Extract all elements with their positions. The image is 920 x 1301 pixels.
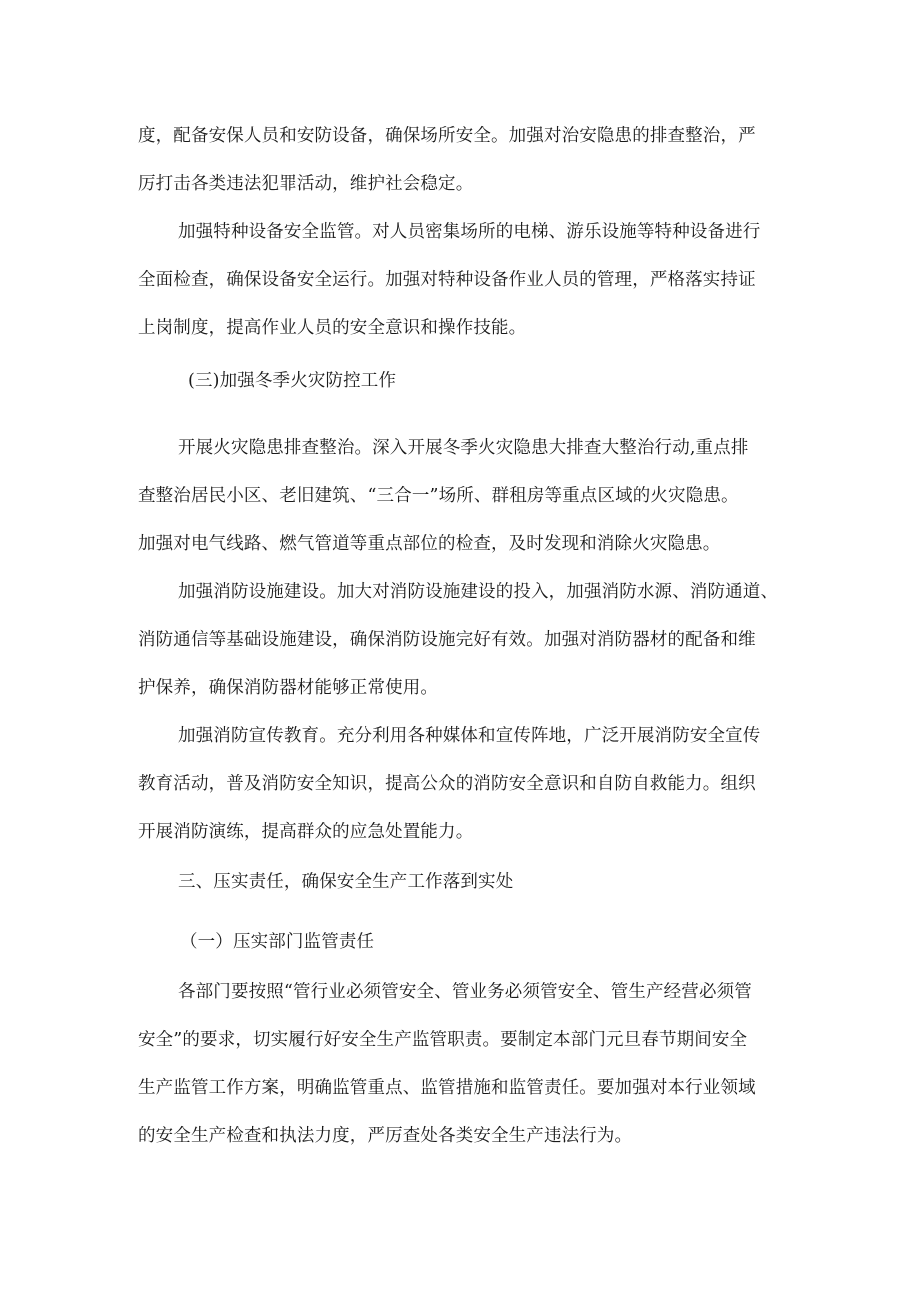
text-line: 厉打击各类违法犯罪活动，维护社会稳定。 [138, 174, 474, 194]
text-line: 加强特种设备安全监管。对人员密集场所的电梯、游乐设施等特种设备进行 [178, 222, 761, 242]
section-subheading: (三)加强冬季火灾防控工作 [188, 371, 397, 391]
text-line: 上岗制度，提高作业人员的安全意识和操作技能。 [138, 318, 527, 338]
text-line: 的安全生产检查和执法力度，严厉查处各类安全生产违法行为。 [138, 1126, 633, 1146]
text-line: 安全”的要求，切实履行好安全生产监管职责。要制定本部门元旦春节期间安全 [138, 1030, 748, 1050]
text-line: 全面检查，确保设备安全运行。加强对特种设备作业人员的管理，严格落实持证 [138, 270, 756, 290]
text-line: 加强消防宣传教育。充分利用各种媒体和宣传阵地，广泛开展消防安全宣传 [178, 726, 761, 746]
text-line: 开展火灾隐患排查整治。深入开展冬季火灾隐患大排查大整治行动,重点排 [178, 438, 749, 458]
text-line: 各部门要按照“管行业必须管安全、管业务必须管安全、管生产经营必须管 [178, 982, 752, 1002]
text-line: 开展消防演练，提高群众的应急处置能力。 [138, 822, 474, 842]
text-line: 度，配备安保人员和安防设备，确保场所安全。加强对治安隐患的排查整治，严 [138, 126, 756, 146]
text-line: 生产监管工作方案，明确监管重点、监管措施和监管责任。要加强对本行业领域 [138, 1078, 756, 1098]
section-subheading: （一）压实部门监管责任 [180, 932, 375, 952]
section-heading: 三、压实责任，确保安全生产工作落到实处 [178, 872, 514, 892]
text-line: 加强对电气线路、燃气管道等重点部位的检查，及时发现和消除火灾隐患。 [138, 534, 721, 554]
text-line: 查整治居民小区、老旧建筑、“三合一”场所、群租房等重点区域的火灾隐患。 [138, 486, 739, 506]
text-line: 消防通信等基础设施建设，确保消防设施完好有效。加强对消防器材的配备和维 [138, 630, 756, 650]
text-line: 教育活动，普及消防安全知识，提高公众的消防安全意识和自防自救能力。组织 [138, 774, 756, 794]
text-line: 加强消防设施建设。加大对消防设施建设的投入，加强消防水源、消防通道、 [178, 582, 779, 602]
text-line: 护保养，确保消防器材能够正常使用。 [138, 678, 439, 698]
